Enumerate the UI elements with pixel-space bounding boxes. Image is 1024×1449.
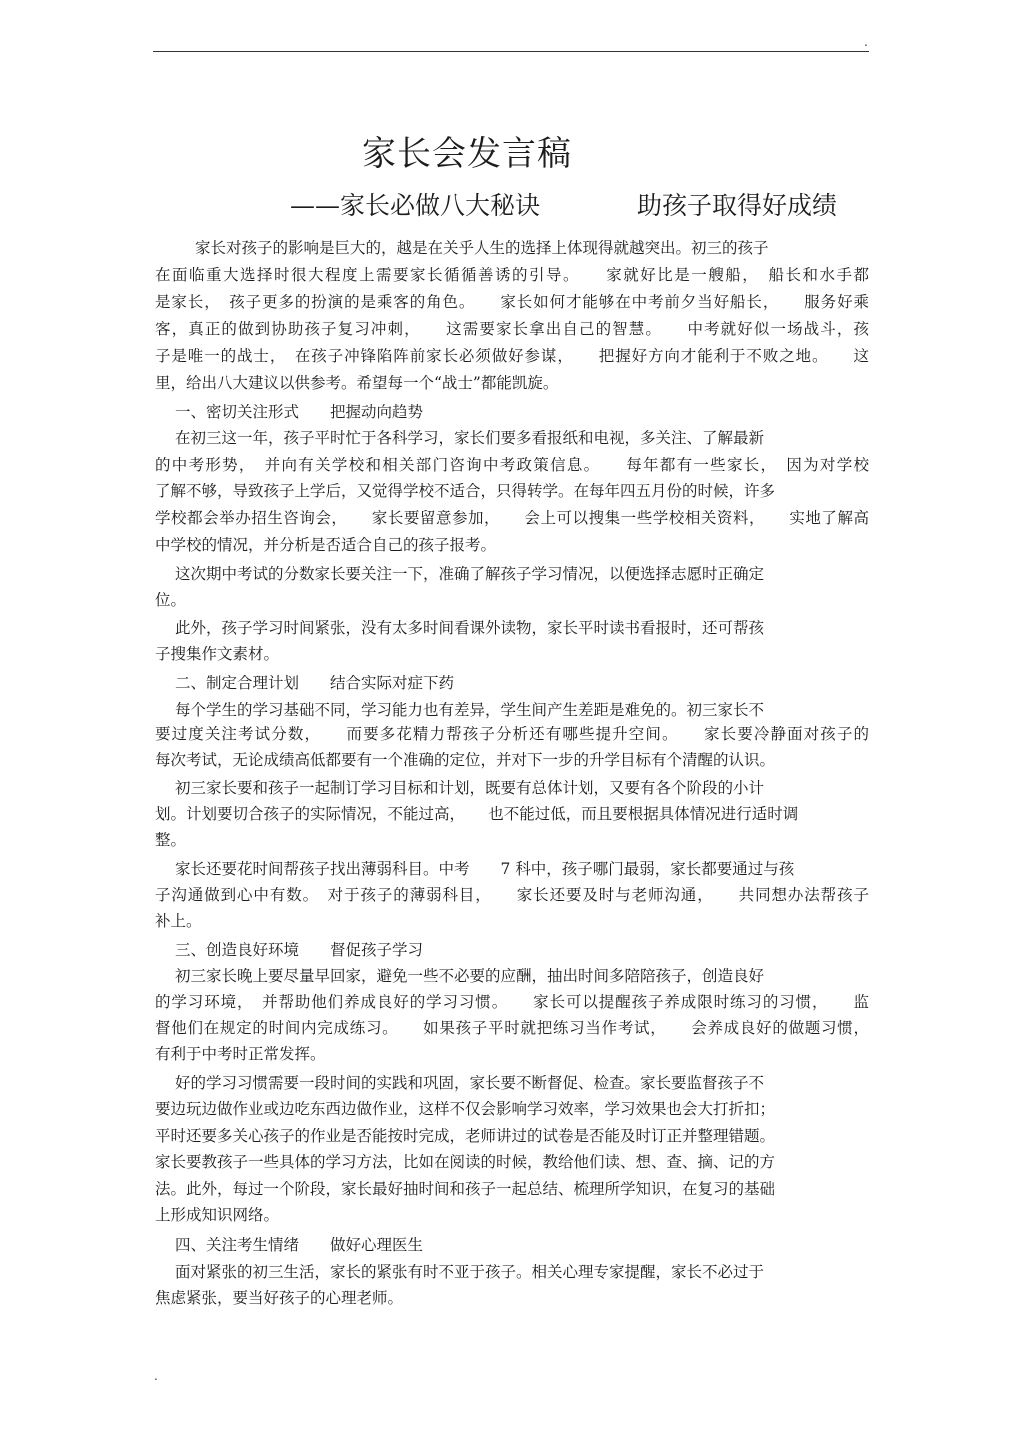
body-line: 要边玩边做作业或边吃东西边做作业，这样不仅会影响学习效率，学习效果也会大打折扣； bbox=[155, 1100, 776, 1118]
body-line: 子沟通做到心中有数。 对于孩子的薄弱科目， 家长还要及时与老师沟通， 共同想办法帮孩子 bbox=[155, 886, 869, 904]
body-line: 家长还要花时间帮孩子找出薄弱科目。中考 7 科中，孩子哪门最弱，家长都要通过与孩 bbox=[175, 860, 795, 878]
body-line: 三、创造良好环境 督促孩子学习 bbox=[175, 941, 424, 959]
body-line: 每个学生的学习基础不同，学习能力也有差异，学生间产生差距是难免的。初三家长不 bbox=[175, 701, 765, 719]
body-line: 位。 bbox=[155, 591, 187, 609]
body-line: 子是唯一的战士， 在孩子冲锋陷阵前家长必须做好参谋， 把握好方向才能利于不败之地。 这 bbox=[155, 347, 869, 365]
body-line: 四、关注考生情绪 做好心理医生 bbox=[175, 1236, 424, 1254]
body-line: 初三家长要和孩子一起制订学习目标和计划，既要有总体计划，又要有各个阶段的小计 bbox=[175, 779, 765, 797]
body-line: 好的学习习惯需要一段时间的实践和巩固，家长要不断督促、检查。家长要监督孩子不 bbox=[175, 1074, 765, 1092]
document-title: 家长会发言稿 bbox=[362, 134, 572, 174]
body-line: 子搜集作文素材。 bbox=[155, 645, 280, 663]
body-line: 此外，孩子学习时间紧张，没有太多时间看课外读物，家长平时读书看报时，还可帮孩 bbox=[175, 619, 765, 637]
body-line: 平时还要多关心孩子的作业是否能按时完成，老师讲过的试卷是否能及时订正并整理错题。 bbox=[155, 1127, 776, 1145]
body-line: 上形成知识网络。 bbox=[155, 1206, 280, 1224]
body-line: 法。此外，每过一个阶段，家长最好抽时间和孩子一起总结、梳理所学知识，在复习的基础 bbox=[155, 1180, 776, 1198]
body-line: 二、制定合理计划 结合实际对症下药 bbox=[175, 674, 455, 692]
body-line: 家长要教孩子一些具体的学习方法，比如在阅读的时候，教给他们读、想、查、摘、记的方 bbox=[155, 1153, 776, 1171]
body-line: 每次考试，无论成绩高低都要有一个准确的定位，并对下一步的升学目标有个清醒的认识。 bbox=[155, 751, 776, 769]
header-rule bbox=[153, 51, 869, 52]
body-line: 了解不够，导致孩子上学后，又觉得学校不适合，只得转学。在每年四五月份的时候，许多 bbox=[155, 482, 776, 500]
body-line: 整。 bbox=[155, 831, 187, 849]
body-line: 划。计划要切合孩子的实际情况，不能过高， 也不能过低，而且要根据具体情况进行适时调 bbox=[155, 805, 799, 823]
body-line: 这次期中考试的分数家长要关注一下，准确了解孩子学习情况，以便选择志愿时正确定 bbox=[175, 565, 765, 583]
body-line: 中学校的情况，并分析是否适合自己的孩子报考。 bbox=[155, 536, 497, 554]
document-subtitle-left: ——家长必做八大秘诀 bbox=[290, 191, 541, 220]
body-line: 的学习环境， 并帮助他们养成良好的学习习惯。 家长可以提醒孩子养成限时练习的习惯， 监 bbox=[155, 993, 869, 1011]
body-line: 有利于中考时正常发挥。 bbox=[155, 1045, 326, 1063]
body-line: 面对紧张的初三生活，家长的紧张有时不亚于孩子。相关心理专家提醒，家长不必过于 bbox=[175, 1263, 765, 1281]
header-dot: . bbox=[864, 35, 868, 49]
body-line: 初三家长晚上要尽量早回家，避免一些不必要的应酬，抽出时间多陪陪孩子，创造良好 bbox=[175, 967, 765, 985]
document-subtitle-right: 助孩子取得好成绩 bbox=[637, 191, 838, 220]
body-line: 家长对孩子的影响是巨大的，越是在关乎人生的选择上体现得就越突出。初三的孩子 bbox=[195, 239, 769, 257]
body-line: 在面临重大选择时很大程度上需要家长循循善诱的引导。 家就好比是一艘船， 船长和水手都 bbox=[155, 266, 869, 284]
body-line: 在初三这一年，孩子平时忙于各科学习，家长们要多看报纸和电视，多关注、了解最新 bbox=[175, 429, 765, 447]
body-line: 一、密切关注形式 把握动向趋势 bbox=[175, 403, 424, 421]
body-line: 学校都会举办招生咨询会， 家长要留意参加， 会上可以搜集一些学校相关资料， 实地了解高 bbox=[155, 509, 869, 527]
body-line: 补上。 bbox=[155, 912, 202, 930]
body-line: 焦虑紧张，要当好孩子的心理老师。 bbox=[155, 1289, 404, 1307]
body-line: 客，真正的做到协助孩子复习冲刺， 这需要家长拿出自己的智慧。 中考就好似一场战斗，孩 bbox=[155, 320, 869, 338]
body-line: 是家长， 孩子更多的扮演的是乘客的角色。 家长如何才能够在中考前夕当好船长， 服务好乘 bbox=[155, 293, 869, 311]
body-line: 要过度关注考试分数， 而要多花精力帮孩子分析还有哪些提升空间。 家长要冷静面对孩子的 bbox=[155, 725, 869, 743]
body-line: 的中考形势， 并向有关学校和相关部门咨询中考政策信息。 每年都有一些家长， 因为对学校 bbox=[155, 456, 869, 474]
footer-dot: . bbox=[154, 1369, 158, 1383]
body-line: 督他们在规定的时间内完成练习。 如果孩子平时就把练习当作考试， 会养成良好的做题习惯， bbox=[155, 1019, 869, 1037]
body-line: 里，给出八大建议以供参考。希望每一个“战士”都能凯旋。 bbox=[155, 374, 559, 392]
